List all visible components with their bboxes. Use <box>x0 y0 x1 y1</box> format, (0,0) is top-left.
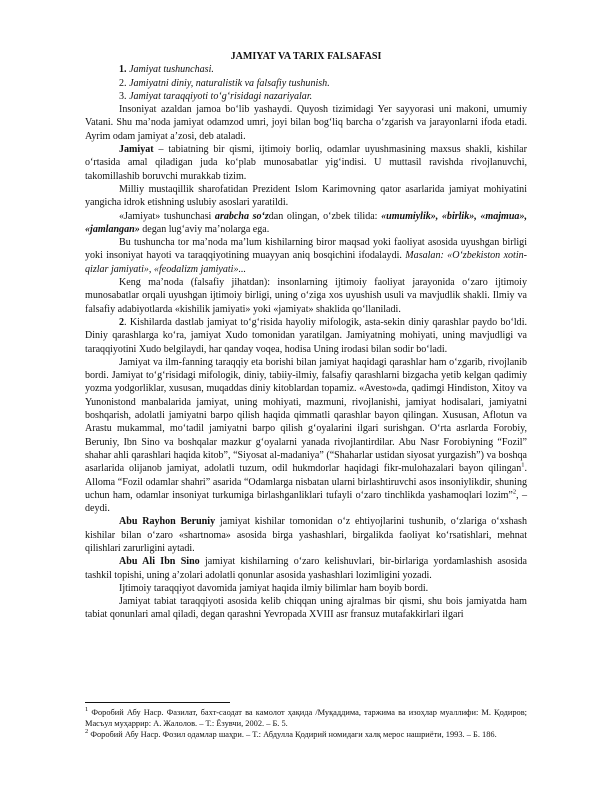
paragraph-independence: Milliy mustaqillik sharofatidan Prezident Islom Karimovning qator asarlarida jamiyat mohiyatini yangicha idrok etishning uslubiy asoslari yaratildi. <box>85 183 527 209</box>
section-number: 2 <box>119 316 125 328</box>
footnote-1: $^1$ Форобий Абу Наср. Фазилат, бахт-саодат ва камолот ҳақида /Муқаддима, таржима ва изоҳлар муаллифи: М. Қодиров; Масъул муҳаррир: А. Жалолов. – Т.: Ёзувчи, 2002. – Б. 5. <box>85 706 527 728</box>
plan-item-number: 1 <box>119 64 125 76</box>
paragraph-beruniy: Abu Rayhon Beruniy jamiyat kishilar tomonidan o‘z ehtiyojlarini tushunib, o‘zlariga o‘xshash kishilar bilan o‘zaro «shartnoma» asosida birga yashashlari, birgalikda faoliyat ko‘rsatishlari, mehnat qilishlari zarurligini aytadi. <box>85 516 527 554</box>
document-body <box>85 50 527 622</box>
footnote-ref-2[interactable]: 2 <box>512 488 517 496</box>
page-title: JAMIYAT VA TARIX FALSAFASI <box>230 51 382 62</box>
footnote-number: 2 <box>85 728 89 736</box>
plan-item-number: 2 <box>119 77 125 89</box>
plan-item-text: Jamiyat tushunchasi. <box>129 64 214 76</box>
emphasis-arabic-word: arabcha so‘z <box>214 210 269 222</box>
paragraph-nature: Jamiyat tabiat taraqqiyoti asosida kelib chiqqan uning ajralmas bir qismi, shu bois jamiyatda ham tabiat qonunlari amal qiladi, degan qarashni Yevropada XVIII asr fransuz mutafakkirlari ilgari <box>85 596 527 621</box>
footnote-ref-1[interactable]: 1 <box>521 461 525 469</box>
emphasis-meanings: «umumiylik», «birlik», «majmua», «jamlangan» <box>85 210 527 235</box>
plan-item-text: Jamiyat taraqqiyoti to‘g‘risidagi nazariyalar. <box>129 90 313 102</box>
plan-item-3: 3. Jamiyat taraqqiyoti to‘g‘risidagi nazariyalar. <box>119 90 313 102</box>
name-beruniy: Abu Rayhon Beruniy <box>119 516 216 528</box>
term-jamiyat: Jamiyat <box>119 144 154 156</box>
footnote-divider <box>85 702 230 703</box>
name-ibn-sino: Abu Ali Ibn Sino <box>119 556 200 568</box>
paragraph-definition: Jamiyat – tabiatning bir qismi, ijtimoiy borliq, odamlar uyushmasining maxsus shakli, kishilar o‘rtasida amal qiladigan juda ko‘plab munosabatlar yig‘indisi. U muttasil ravishda rivojlanuvchi, takomillashib boruvchi murakkab tizim. <box>85 144 527 182</box>
footnotes <box>85 702 527 740</box>
paragraph-progress: Ijtimoiy taraqqiyot davomida jamiyat haqida ilmiy bilimlar ham boyib bordi. <box>119 582 429 594</box>
paragraph-history: Jamiyat va ilm-fanning taraqqiy eta borishi bilan jamiyat haqidagi qarashlar ham o‘zgarib, rivojlanib bordi. Jamiyat to‘g‘risidagi mifologik, diniy, tabiiy-ilmiy, falsafiy qarashlarni bizgacha yetib kelgan qadimiy yozma yodgorliklar, xususan, muqaddas diniy kitoblardan topamiz. «Avesto»da, qadimgi Hindiston, Xitoy va Yunonistond manbalarida jamiyat, uning mohiyati, mazmuni, rivojlanishi, jamiyat hodisalari, jamiyatni boshqarish, adolatli jamiyatni barpo qilish haqida qimmatli qarashlar bayon qilingan. Xususan, Aflotun va Arastu mukammal, mo‘tadil jamiyatni barpo qilish g‘oyalarini ilgari surishgan. O‘rta asrlarda Forobiy, Beruniy, Ibn Sino va boshqalar mazkur g‘oyalarni yanada rivojlantirdilar. Abu Nasr Forobiyning “Fozil” shahar ahli qarashlari haqida kitob”, “Siyosat al-madaniya” (“Shaharlar ustidan siyosat yurgazish”) va boshqa asarlarida olijanob jamiyat, adolatli tuzum, odil hukmdorlar haqidagi fikr-mulohazalari bayon qilingan$^1$. Alloma “Fozil odamlar shahri” asarida “Odamlarga nisbatan ularni birlashtiruvchi asos insoniylikdir, shuning uchun ham, odamlar insoniyat turkumiga birlashganliklari tufayli o‘zaro tinchlikda yashamoqlari lozim”$^2$, – deydi. <box>85 356 528 515</box>
plan-item-2: 2. Jamiyatni diniy, naturalistik va falsafiy tushunish. <box>119 77 330 89</box>
plan-item-number: 3 <box>119 90 125 102</box>
footnote-number: 1 <box>85 706 89 714</box>
plan-item-text: Jamiyatni diniy, naturalistik va falsafiy tushunish. <box>129 77 330 89</box>
paragraph-intro: Insoniyat azaldan jamoa bo‘lib yashaydi. Quyosh tizimidagi Yer sayyorasi uni makoni, umumiy Vatani. Shu ma’noda jamiyat odamzod umri, joyi bilan bog‘liq barcha o‘zgarish va jarayonlarni ifoda etadi. Ayrim odam jamiyat a’zosi, deb ataladi. <box>85 104 527 142</box>
paragraph-narrow-meaning: Bu tushuncha tor ma’noda ma’lum kishilarning biror maqsad yoki faoliyat asosida uyushgan birligi yoki insoniyat hayoti va taraqqiyotining muayyan aniq bosqichini ifodalaydi. Masalan: «O‘zbekiston xotin-qizlar jamiyati», «feodalizm jamiyati»... <box>85 237 528 275</box>
paragraph-section-2: 2. Kishilarda dastlab jamiyat to‘g‘risida hayoliy mifologik, asta-sekin diniy qarashlar paydo bo‘ldi. Diniy qarashlarga ko‘ra, jamiyat Xudo tomonidan yaratilgan. Jamiyatning mohiyati, uning mavjudligi va taraqqiyotini Xudo belgilaydi, har qanday voqea, hodisa Uning irodasi bilan sodir bo‘ladi. <box>85 316 527 355</box>
paragraph-broad-meaning: Keng ma’noda (falsafiy jihatdan): insonlarning ijtimoiy faoliyat jarayonida o‘zaro ijtimoiy munosabatlar orqali uyushgan ijtimoiy birligi, uning o‘ziga xos uyushish usuli va mavjudlik shakli. Ilmiy va falsafiy adabiyotlarda «kishilik jamiyati» yoki «jamiyat» shaklida qo‘llaniladi. <box>85 277 527 315</box>
plan-item-1: 1. Jamiyat tushunchasi. <box>119 64 214 76</box>
paragraph-ibn-sino: Abu Ali Ibn Sino jamiyat kishilarning o‘zaro kelishuvlari, bir-birlariga yordamlashish asosida tashkil topishi, uning a’zolari adolatli qonunlar asosida yashashlari lozimligini yozadi. <box>85 556 528 581</box>
paragraph-etymology: «Jamiyat» tushunchasi arabcha so‘zdan olingan, o‘zbek tilida: «umumiylik», «birlik», «majmua», «jamlangan» degan lug‘aviy ma’nolarga ega. <box>85 210 527 235</box>
footnote-2: $^2$ Форобий Абу Наср. Фозил одамлар шаҳри. – Т.: Абдулла Қодирий номидаги халқ мерос нашриёти, 1993. – Б. 186. <box>85 728 497 739</box>
example-italic: Masalan: «O‘zbekiston xotin-qizlar jamiyati», «feodalizm jamiyati»... <box>85 250 528 275</box>
